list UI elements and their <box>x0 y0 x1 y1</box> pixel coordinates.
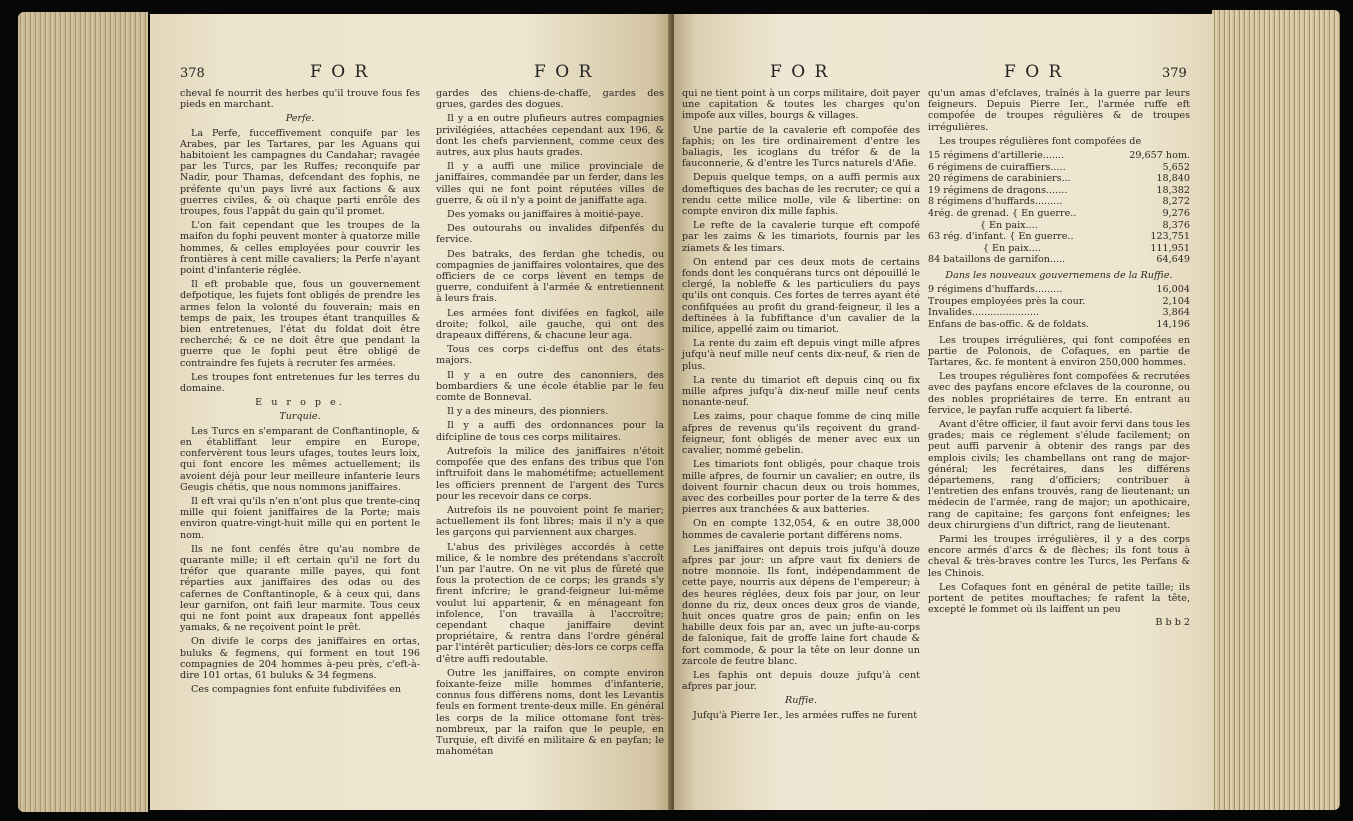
row-label: 4rég. de grenad. { En guerre.. <box>928 207 1077 219</box>
table-row <box>928 150 1190 162</box>
table-row <box>928 319 1190 331</box>
running-head-right-col1: F O R <box>770 62 830 82</box>
paragraph: Les zaims, pour chaque fomme de cinq mille afpres de revenus qu'ils reçoivent du grand-feigneur, font obligés de mener avec eux un cavalier, nommé gebelin. <box>682 411 920 457</box>
table-row <box>928 231 1190 243</box>
row-value: 18,382 <box>1156 184 1190 196</box>
paragraph: Jufqu'à Pierre Ier., les armées ruffes ne furent <box>693 709 918 721</box>
paragraph: L'on fait cependant que les troupes de la maifon du fophi peuvent monter à quatorze mille hommes, & celles employées pour couvrir les frontières à cent mille cavaliers; la Perfe n'ayant point d'infanterie réglée. <box>180 220 420 277</box>
running-head-left: F O R <box>310 62 370 82</box>
row-label: 84 bataillons de garnifon..... <box>928 254 1066 266</box>
table-row <box>928 307 1190 319</box>
paragraph: Autrefois la milice des janiffaires n'étoit compofée que des enfans des tribus que l'on inftruifoit dans le mahométifme; actuellement les officiers prennent de l'argent des Turcs pour les recevoir dans ce corps. <box>436 445 664 502</box>
right-page-column-2 <box>928 88 1190 629</box>
paragraph: gardes des chiens-de-chaffe, gardes des grues, gardes des dogues. <box>436 88 664 111</box>
paragraph: Une partie de la cavalerie eft compofée des faphis; on les tire ordinairement d'entre les baliagis, les icoglans du tréfor & de la fauconnerie, & d'entre les Turcs naturels d'Afie. <box>682 124 920 170</box>
russia-intro: qu'un amas d'efclaves, traînés à la guerre par leurs feigneurs. Depuis Pierre Ier., l'armée ruffe eft compofée de troupes régulières & de troupes irrégulières. <box>928 88 1190 133</box>
row-value: 8,272 <box>1162 196 1190 208</box>
paragraph: Autrefois ils ne pouvoient point fe marier; actuellement ils font libres; mais il n'y a que les garçons qui parviennent aux charges. <box>436 504 664 539</box>
row-value: 64,649 <box>1156 254 1190 266</box>
paragraph: Il eft probable que, fous un gouvernement defpotique, les fujets font obligés de prendre les armes felon la volonté du fouverain; mais en temps de paix, les troupes étant tranquilles & bien entretenues, l'état du foldat doit être recherché; & ce ne doit être que pendant la guerre que le fophi peut être obligé de contraindre fes fujets à recruter fes armées. <box>180 279 420 369</box>
left-page-column-1 <box>180 88 420 698</box>
new-governments-table <box>928 284 1190 330</box>
row-value: 8,376 <box>1162 219 1190 231</box>
signature-mark: B b b 2 <box>1155 617 1190 629</box>
running-head-right: F O R <box>1004 62 1064 82</box>
paragraph: Parmi les troupes irrégulières, il y a des corps encore armés d'arcs & de flèches; ils font tous à cheval & très-braves contre les Turcs, les Perfans & les Chinois. <box>928 533 1190 579</box>
paragraph: Il y a en outre des canonniers, des bombardiers & une école établie par le feu comte de Bonneval. <box>436 369 664 404</box>
left-page-column-2 <box>436 88 664 760</box>
row-value: 3,864 <box>1162 307 1190 319</box>
row-label: 19 régimens de dragons....... <box>928 184 1068 196</box>
paragraph: On en compte 132,054, & en outre 38,000 hommes de cavalerie portant différens noms. <box>682 518 920 541</box>
paragraph: Outre les janiffaires, on compte environ foixante-feize mille hommes d'infanterie, connus fous différens noms, dont les Levantis feuls en forment trente-deux mille. En général les corps de la milice ottomane font très-nombreux, par la raifon que le peuple, en Turquie, eft divifé en militaire & en payfan; le mahométan <box>436 667 664 758</box>
row-value: 5,652 <box>1162 161 1190 173</box>
paragraph: Le refte de la cavalerie turque eft compofé par les zaims & les timariots, fournis par les ziamets & les timars. <box>682 220 920 254</box>
paragraph: Il y a des mineurs, des pionniers. <box>447 406 609 418</box>
table-row <box>928 243 1190 255</box>
paragraph: Les troupes irrégulières, qui font compofées en partie de Polonois, de Cofaques, en partie de Tartares, &c. fe montent à environ 250,000 hommes. <box>928 334 1190 368</box>
row-value: 9,276 <box>1162 207 1190 219</box>
row-label: 8 régimens d'huffards......... <box>928 196 1063 208</box>
new-governments-caption: Dans les nouveaux gouvernemens de la Ruffie. <box>945 269 1173 281</box>
paragraph: On entend par ces deux mots de certains fonds dont les conquérans turcs ont dépouillé le clergé, la nobleffe & les particuliers du pays qu'ils ont conquis. Ces fortes de terres ayant été confifquées au profit du grand-feigneur, il les a deftinées à la fubfiftance d'un cavalier de la milice, appellé zaim ou timariot. <box>682 256 920 336</box>
book-edge-right <box>1212 10 1340 810</box>
paragraph: cheval fe nourrit des herbes qu'il trouve fous fes pieds en marchant. <box>180 88 420 111</box>
paragraph: Les timariots font obligés, pour chaque trois mille afpres, de fournir un cavalier; en outre, ils doivent fournir chacun deux ou trois hommes, avec des corbeilles pour porter de la terre & des pierres aux tranchées & aux batteries. <box>682 459 920 516</box>
paragraph: Les janiffaires ont depuis trois jufqu'à douze afpres par jour: un afpre vaut fix deniers de notre monnoie. Ils font, indépendamment de cette paye, nourris aux dépens de l'empereur; à des heures réglées, deux fois par jour, on leur donne du riz, deux onces deux gros de viande, huit onces quatre gros de pain; enfin on les habille deux fois par an, avec un jufte-au-corps de falonique, fait de groffe laine fort chaude & fort commode, & pour la tête on leur donne un zarcole de feutre blanc. <box>682 543 920 667</box>
book-edge-left <box>18 12 148 812</box>
row-label: Enfans de bas-offic. & de foldats. <box>928 318 1090 330</box>
row-value: 29,657 hom. <box>1129 150 1190 162</box>
row-value: 2,104 <box>1162 295 1190 307</box>
table-row <box>928 173 1190 185</box>
row-label: { En paix.... <box>928 242 1041 254</box>
paragraph: Il y a auffi des ordonnances pour la difcipline de tous ces corps militaires. <box>436 420 664 443</box>
paragraph: Des yomaks ou janiffaires à moitié-paye. <box>447 209 644 221</box>
table-row <box>928 220 1190 232</box>
paragraph: La rente du zaim eft depuis vingt mille afpres jufqu'à neuf mille neuf cents dix-neuf, & rien de plus. <box>682 338 920 372</box>
right-page-column-1 <box>682 88 920 724</box>
paragraph: Perfe. <box>285 113 315 125</box>
left-page <box>150 14 672 810</box>
paragraph: Les troupes régulières font compofées & recrutées avec des payfans encore efclaves de la couronne, ou des nobles propriétaires de terre. En entrant au fervice, le payfan ruffe acquiert fa liberté. <box>928 371 1190 416</box>
table-row <box>928 196 1190 208</box>
row-value: 111,951 <box>1150 242 1190 254</box>
paragraph: Depuis quelque temps, on a auffi permis aux domeftiques des bachas de les recruter; ce qui a rendu cette milice molle, vile & libertine: on compte environ dix mille faphis. <box>682 172 920 218</box>
paragraph: Avant d'être officier, il faut avoir fervi dans tous les grades; mais ce réglement s'élude facilement; on peut auffi parvenir à obtenir des rangs par des emplois civils; les chambellans ont rang de major-général; les fecrétaires, dans les différens départemens, rang d'officiers; contribuer à l'entretien des enfans trouvés, rang de lieutenant; un médecin de l'armée, rang de major; un apothicaire, rang de capitaine; fes garçons font enfeignes; les deux chirurgiens d'un diftrict, rang de lieutenant. <box>928 418 1190 531</box>
right-page <box>674 14 1214 810</box>
paragraph: Tous ces corps ci-deffus ont des états-majors. <box>436 344 664 367</box>
row-label: 6 régimens de cuiraffiers..... <box>928 161 1066 173</box>
table-row <box>928 284 1190 296</box>
paragraph: Les faphis ont depuis douze jufqu'à cent afpres par jour. <box>682 669 920 693</box>
table-row <box>928 254 1190 266</box>
paragraph: On divife le corps des janiffaires en ortas, buluks & fegmens, qui forment en tout 196 compagnies de 204 hommes à-peu près, c'eft-à-dire 101 ortas, 61 buluks & 34 fegmens. <box>180 636 420 681</box>
paragraph: Les Cofaques font en général de petite taille; ils portent de petites mouftaches; fe rafent la tête, excepté le fommet où ils laiffent un peu <box>928 581 1190 616</box>
row-value: 123,751 <box>1150 231 1190 243</box>
running-head-left-col2: F O R <box>534 62 594 82</box>
paragraph: Il y a auffi une milice provinciale de janiffaires, commandée par un ferder, dans les villes qui ne font point réputées villes de guerre, & où il n'y a point de janiffatte aga. <box>436 161 664 206</box>
row-label: { En paix.... <box>928 219 1038 231</box>
paragraph: L'abus des privilèges accordés à cette milice, & le nombre des prétendans s'accroît l'un par l'autre. On ne vit plus de fûreté que fous la protection de ce corps; les grands s'y firent infcrire; le grand-feigneur lui-même voulut lui appartenir, & en ménageant fon infolence, l'on travailla à l'accroître; cependant chaque janiffaire devint propriétaire, & rentra dans l'ordre général par l'intérêt particulier; dès-lors ce corps ceffa d'être auffi redoutable. <box>436 541 664 665</box>
paragraph: La Perfe, fucceffivement conquife par les Arabes, par les Tartares, par les Aguans qui habitoient les campagnes du Candahar; ravagée par les Turcs, par les Ruffes; reconquife par Nadir, pour Thamas, defcendant des fophis, ne préfente qu'un pays livré aux factions & aux guerres civiles, & où chaque parti enrôle des troupes, fous l'appât du gain qu'il promet. <box>180 127 420 218</box>
page-number-left: 378 <box>180 66 205 81</box>
paragraph: La rente du timariot eft depuis cinq ou fix mille afpres jufqu'à dix-neuf mille neuf cents nonante-neuf. <box>682 374 920 409</box>
regular-troops-lead: Les troupes régulières font compofées de <box>939 135 1142 147</box>
paragraph: E u r o p e. <box>255 397 345 409</box>
table-row <box>928 162 1190 174</box>
paragraph: Des batraks, des ferdan ghe tchedis, ou compagnies de janiffaires volontaires, que des officiers de ce corps lèvent en temps de guerre, conduifent à l'armée & entretiennent à leurs frais. <box>436 248 664 305</box>
row-label: Invalides...................... <box>928 307 1040 319</box>
paragraph: Ils ne font cenfés être qu'au nombre de quarante mille; il eft certain qu'il ne fort du tréfor que quarante mille payes, qui font réparties aux janiffaires des odas ou des cafernes de Conftantinople, & à ceux qui, dans leur garnifon, ont faifi leur marmite. Tous ceux qui ne font point aux drapeaux font appellés yamaks, & ne reçoivent point le prêt. <box>180 543 420 634</box>
paragraph: Des outourahs ou invalides difpenfés du fervice. <box>436 223 664 246</box>
row-value: 18,840 <box>1156 173 1190 185</box>
row-value: 14,196 <box>1156 318 1190 330</box>
regular-troops-table <box>928 150 1190 266</box>
row-value: 16,004 <box>1156 284 1190 296</box>
table-row <box>928 185 1190 197</box>
row-label: 15 régimens d'artillerie....... <box>928 150 1065 162</box>
paragraph: Les Turcs en s'emparant de Conftantinople, & en établiffant leur empire en Europe, confervèrent tous leurs ufages, toutes leurs loix, qui font encore les mêmes actuellement; ils avoient déjà pour leur meilleure infanterie leurs Geugis chétis, que nous nommons janiffaires. <box>180 425 420 493</box>
paragraph: Ruffie. <box>785 695 817 707</box>
paragraph: qui ne tient point à un corps militaire, doit payer une capitation & toutes les charges qu'on impofe aux villes, bourgs & villages. <box>682 88 920 122</box>
paragraph: Les troupes font entretenues fur les terres du domaine. <box>180 371 420 395</box>
paragraph: Il eft vrai qu'ils n'en n'ont plus que trente-cinq mille qui foient janiffaires de la Porte; mais environ quatre-vingt-huit mille qui en portent le nom. <box>180 495 420 541</box>
row-label: 9 régimens d'huffards......... <box>928 284 1063 296</box>
row-label: 63 rég. d'infant. { En guerre.. <box>928 231 1074 243</box>
paragraph: Il y a en outre plufieurs autres compagnies privilégiées, attachées cependant aux 196, & dont les chefs parviennent, comme ceux des autres, aux plus hauts grades. <box>436 113 664 159</box>
table-row <box>928 208 1190 220</box>
page-number-right: 379 <box>1162 66 1187 81</box>
paragraph: Les armées font divifées en fagkol, aile droite; folkol, aile gauche, qui ont des drapeaux différens, & chacune leur aga. <box>436 307 664 342</box>
row-label: Troupes employées près la cour. <box>928 295 1086 307</box>
row-label: 20 régimens de carabiniers... <box>928 173 1071 185</box>
table-row <box>928 296 1190 308</box>
paragraph: Ces compagnies font enfuite fubdivifées en <box>191 684 402 696</box>
paragraph: Turquie. <box>279 411 321 423</box>
right-page-column-2-paragraphs <box>928 335 1190 616</box>
